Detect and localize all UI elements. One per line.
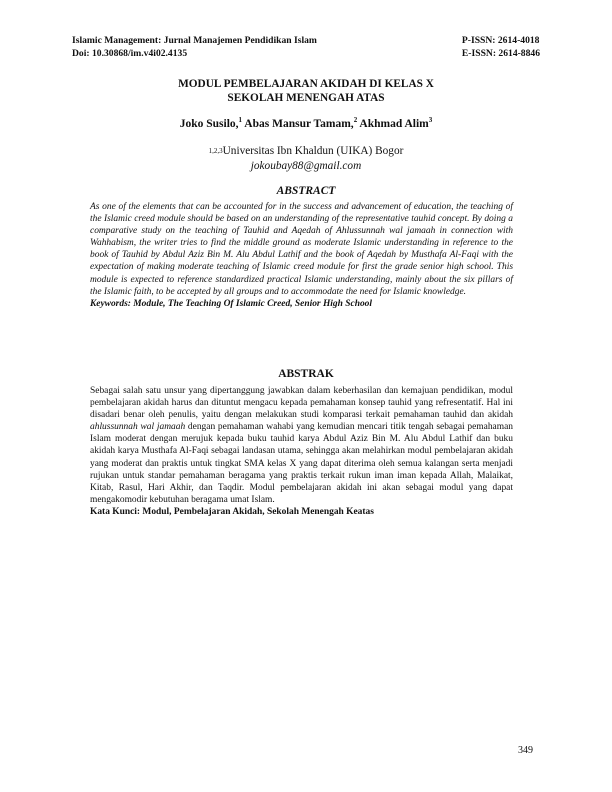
author-1: Joko Susilo, [179,118,239,130]
abstract-heading: ABSTRACT [276,185,336,197]
author-3-affil: 3 [428,116,433,124]
author-3: Akhmad Alim [357,118,429,130]
page-number: 349 [518,745,533,756]
abstrak-indonesian [90,385,513,518]
affiliation-marker: 1,2,3 [208,147,223,155]
abstrak-heading: ABSTRAK [278,368,334,380]
affiliation [72,144,540,158]
running-header-right [462,34,540,60]
abstract-english [90,201,513,310]
author-1-affil: 1 [238,116,243,124]
e-issn: E-ISSN: 2614-8846 [461,48,540,59]
keywords-english: Keywords: Module, The Teaching Of Islamic Creed, Senior High School [90,298,373,309]
journal-name: Islamic Management: Jurnal Manajemen Pendidikan Islam [72,35,317,46]
author-2-affil: 2 [353,116,358,124]
doi: Doi: 10.30868/im.v4i02.4135 [72,48,188,59]
paper-title [72,77,540,105]
keywords-indonesian: Kata Kunci: Modul, Pembelajaran Akidah, Sekolah Menengah Keatas [90,506,374,517]
abstrak-body-part-2: dengan pemahaman wahabi yang kemudian mencari titik tengah sebagai pemahaman Islam moderat dengan merujuk kepada buku tauhid karya Abdul Aziz Bin M. Alu Abdul Lathif dan buku akidah karya Musthafa Al-Faqi sebagai landasan utama, sehingga akan melahirkan modul pembelajaran akidah yang moderat dan praktis untuk tingkat SMA kelas X yang dapat diterima oleh semua kalangan serta menjadi rujukan untuk standar pemahaman beragama yang praktis terkait rukun iman iman kepada Allah, Malaikat, Kitab, Rasul, Hari Akhir, dan Taqdir. Modul pembelajaran akidah ini akan sebagai modul yang dapat mengakomodir kebutuhan beragama umat Islam. [90,422,513,505]
abstrak-italic-term: ahlussunnah wal jamaah [90,422,186,433]
p-issn: P-ISSN: 2614-4018 [461,35,540,46]
author-2: Abas Mansur Tamam, [242,118,354,130]
abstrak-body-part-1: Sebagai salah satu unsur yang dipertanggung jawabkan dalam keberhasilan dan kemajuan pendidikan, modul pembelajaran akidah harus dan dituntut mengacu kepada pemahaman konsep tauhid yang refresentatif. Hal ini disadari benar oleh penulis, yaitu dengan melakukan studi komparasi terkait pemahaman tauhid dan akidah [90,386,513,421]
author-list [72,118,540,130]
title-line-2: SEKOLAH MENENGAH ATAS [227,92,385,104]
title-line-1: MODUL PEMBELAJARAN AKIDAH DI KELAS X [178,78,434,90]
running-header-left [72,34,317,60]
abstract-body: As one of the elements that can be accounted for in the success and advancement of education, the teaching of the Islamic creed module should be based on an understanding of the representative tauhid concept. By doing a comparative study on the teaching of Tauhid and Aqedah of Ahlussunnah wal jamaah in connection with Wahhabism, the writer tries to find the middle ground as moderate Islamic understanding in reference to the book of Tauhid by Abdul Aziz Bin M. Alu Abdul Lathif and the book of Aqedah by Musthafa Al-Faqi with the expectation of making moderate teaching of Islamic creed module for first the grade senior high school. This module is expected to reference standardized practical Islamic understanding, mainly about the six pillars of the Islamic faith, to be accepted by all groups and to accommodate the need for Islamic knowledge. [90,202,513,297]
affiliation-text: Universitas Ibn Khaldun (UIKA) Bogor [222,145,404,157]
author-email: jokoubay88@gmail.com [250,160,362,172]
